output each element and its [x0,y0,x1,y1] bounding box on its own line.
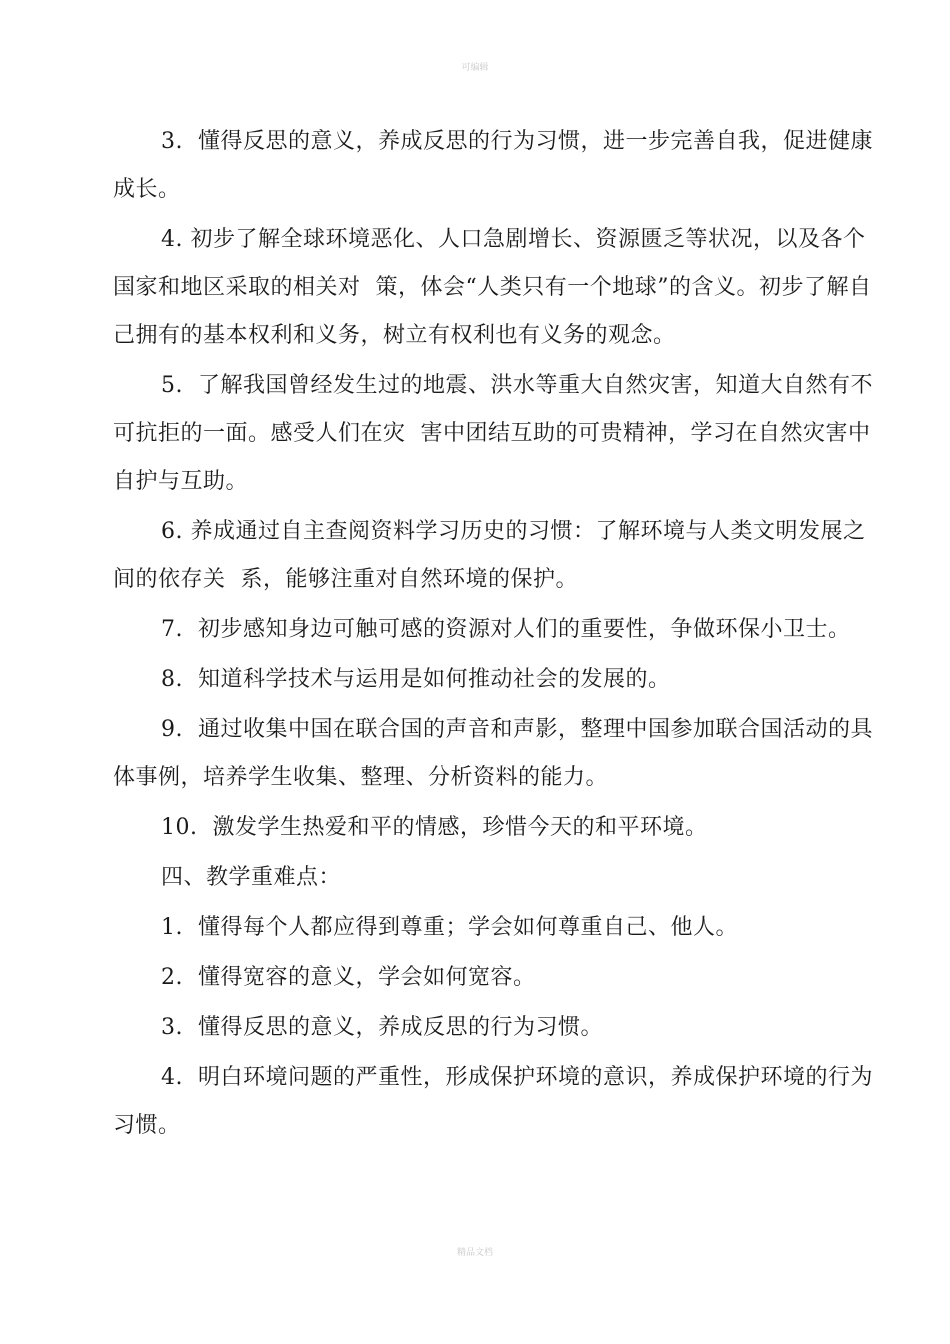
section-heading-key-points: 四、教学重难点： [161,865,342,890]
paragraph-goal-8: 8. 知道科学技术与运用是如何推动社会的发展的。 [161,667,671,692]
paragraph-goal-6: 6. 养成通过自主查阅资料学习历史的习惯：了解环境与人类文明发展之间的依存关 系，能够注重对自然环境的保护。 [113,519,866,592]
footer-watermark: 精品文档 [456,1248,493,1258]
document-body [113,118,888,1152]
header-watermark: 可编辑 [461,63,489,73]
paragraph-key-point-2: 2. 懂得宽容的意义，学会如何宽容。 [161,965,536,990]
paragraph-goal-5: 5. 了解我国曾经发生过的地震、洪水等重大自然灾害，知道大自然有不可抗拒的一面。感受人们在灾 害中团结互助的可贵精神，学习在自然灾害中自护与互助。 [113,373,873,494]
paragraph-goal-10: 10. 激发学生热爱和平的情感，珍惜今天的和平环境。 [161,815,708,840]
paragraph-goal-7: 7. 初步感知身边可触可感的资源对人们的重要性，争做环保小卫士。 [161,617,851,642]
paragraph-key-point-3: 3. 懂得反思的意义，养成反思的行为习惯。 [161,1015,603,1040]
paragraph-goal-4: 4. 初步了解全球环境恶化、人口急剧增长、资源匮乏等状况，以及各个国家和地区采取的相关对 策，体会“人类只有一个地球”的含义。初步了解自己拥有的基本权利和义务，树立有权利也有义务的观念。 [113,227,872,348]
paragraph-key-point-1: 1. 懂得每个人都应得到尊重；学会如何尊重自己、他人。 [161,915,738,940]
paragraph-key-point-4: 4. 明白环境问题的严重性，形成保护环境的意识，养成保护环境的行为习惯。 [113,1065,873,1138]
paragraph-goal-9: 9. 通过收集中国在联合国的声音和声影，整理中国参加联合国活动的具 体事例，培养学生收集、整理、分析资料的能力。 [113,717,888,790]
paragraph-goal-3: 3. 懂得反思的意义，养成反思的行为习惯，进一步完善自我，促进健康成长。 [113,129,873,202]
